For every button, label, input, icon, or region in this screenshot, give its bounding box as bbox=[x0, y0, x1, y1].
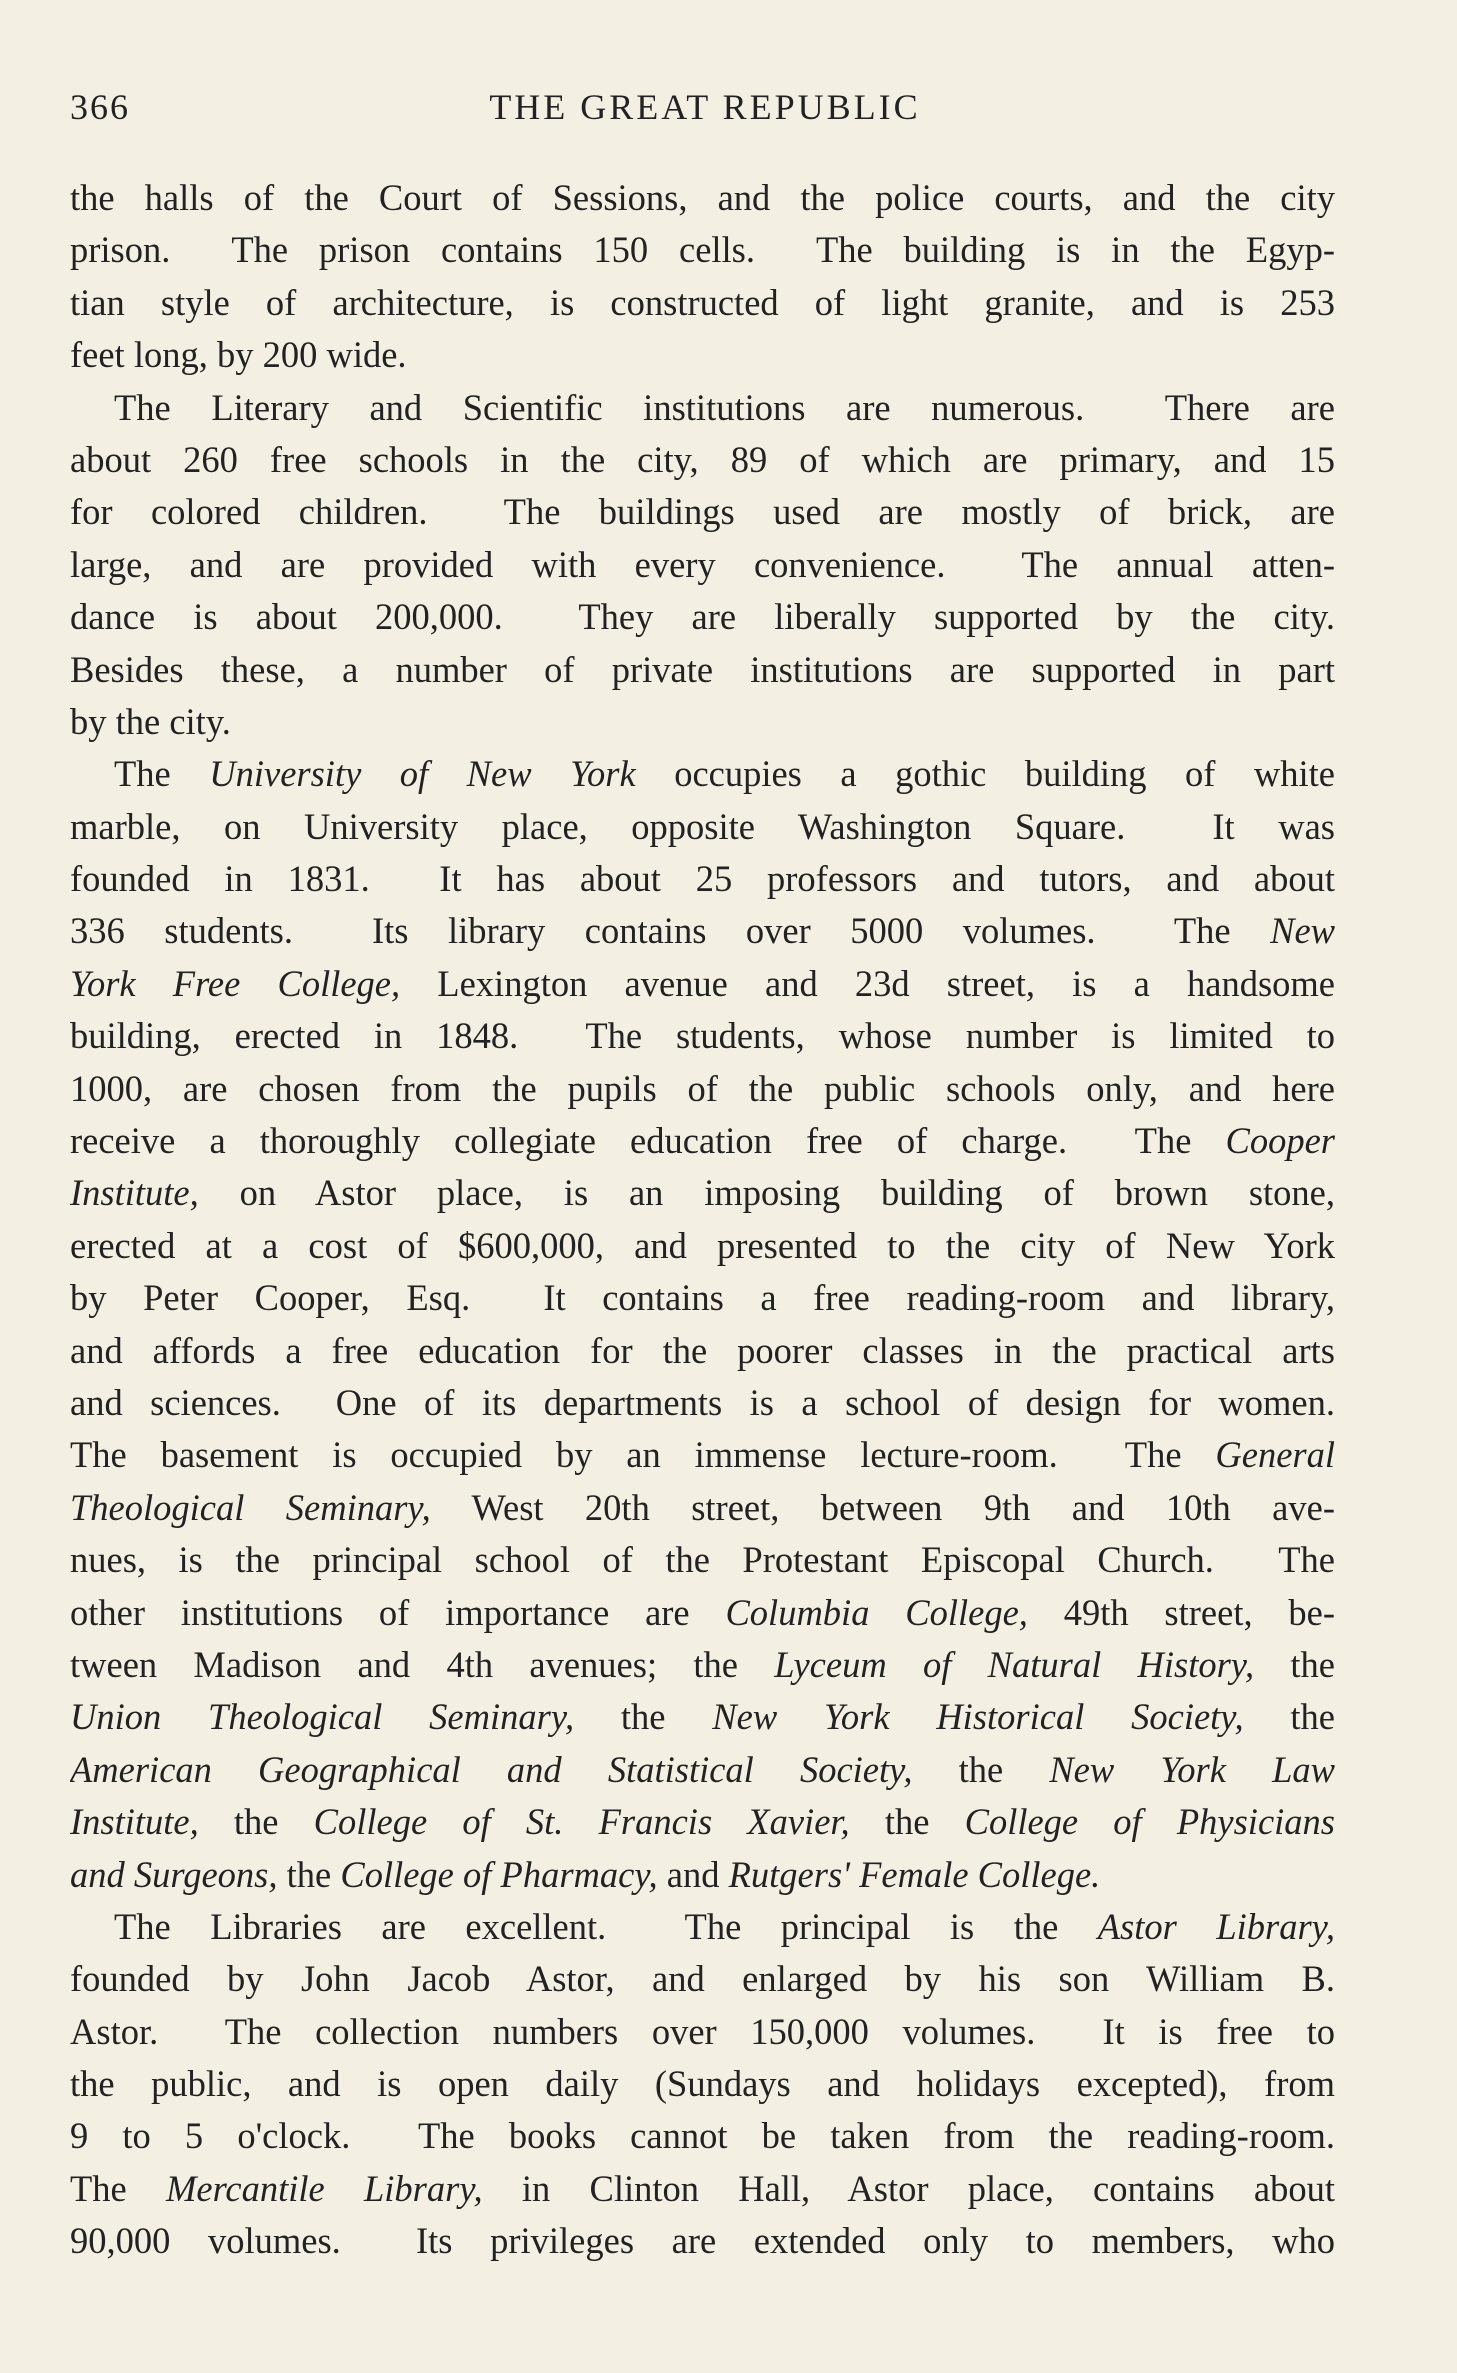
italic-text: Astor Library, bbox=[1097, 1905, 1335, 1947]
text-line bbox=[70, 1220, 1335, 1272]
italic-text: Institute, bbox=[70, 1172, 199, 1214]
text-line bbox=[70, 382, 1335, 434]
italic-text: Mercantile Library, bbox=[165, 2167, 483, 2209]
text-run: nues, is the principal school of the Protestant Episcopal Church. The bbox=[70, 1539, 1335, 1581]
text-line bbox=[70, 748, 1335, 800]
text-line bbox=[70, 1691, 1335, 1743]
text-line bbox=[70, 1953, 1335, 2005]
text-run: the public, and is open daily (Sundays and holidays excepted), from bbox=[70, 2063, 1335, 2105]
text-line bbox=[70, 1063, 1335, 1115]
text-run: 49th street, be- bbox=[1027, 1591, 1335, 1633]
italic-text: General bbox=[1215, 1434, 1335, 1476]
running-head bbox=[70, 86, 1340, 130]
text-line bbox=[70, 1587, 1335, 1639]
text-run: The bbox=[70, 2167, 166, 2209]
text-run: The bbox=[114, 753, 210, 795]
text-run: by Peter Cooper, Esq. It contains a free reading-room and library, bbox=[70, 1277, 1335, 1319]
text-line bbox=[70, 1534, 1335, 1586]
text-run: The Literary and Scientific institutions are numerous. There are bbox=[114, 386, 1335, 428]
text-line bbox=[70, 539, 1335, 591]
text-run: large, and are provided with every convenience. The annual atten- bbox=[70, 543, 1335, 585]
text-line bbox=[70, 434, 1335, 486]
italic-text: College of Physicians bbox=[964, 1801, 1335, 1843]
text-line bbox=[70, 1849, 1335, 1901]
text-run: and bbox=[657, 1853, 729, 1895]
text-run: about 260 free schools in the city, 89 of which are primary, and 15 bbox=[70, 438, 1335, 480]
text-run: founded by John Jacob Astor, and enlarged by his son William B. bbox=[70, 1958, 1335, 2000]
italic-text: New bbox=[1270, 910, 1335, 952]
text-run: marble, on University place, opposite Washington Square. It was bbox=[70, 805, 1335, 847]
text-run: prison. The prison contains 150 cells. The building is in the Egyp- bbox=[70, 229, 1335, 271]
text-run: founded in 1831. It has about 25 professors and tutors, and about bbox=[70, 858, 1335, 900]
italic-text: College of Pharmacy, bbox=[340, 1853, 658, 1895]
text-run: the bbox=[912, 1748, 1050, 1790]
italic-text: New York Historical Society, bbox=[712, 1696, 1244, 1738]
text-run: the bbox=[277, 1853, 341, 1895]
text-run: West 20th street, between 9th and 10th ave- bbox=[430, 1486, 1335, 1528]
text-line bbox=[70, 2215, 1335, 2267]
text-run: and sciences. One of its departments is a school of design for women. bbox=[70, 1381, 1335, 1423]
text-line bbox=[70, 224, 1335, 276]
text-run: 9 to 5 o'clock. The books cannot be taken from the reading-room. bbox=[70, 2115, 1335, 2157]
text-run: the bbox=[198, 1801, 314, 1843]
text-run: The basement is occupied by an immense lecture-room. The bbox=[70, 1434, 1216, 1476]
text-run: the bbox=[574, 1696, 713, 1738]
text-run: the bbox=[849, 1801, 965, 1843]
text-run: occupies a gothic building of white bbox=[635, 753, 1335, 795]
text-line bbox=[70, 905, 1335, 957]
text-run: 1000, are chosen from the pupils of the public schools only, and here bbox=[70, 1067, 1335, 1109]
text-run: dance is about 200,000. They are liberally supported by the city. bbox=[70, 596, 1335, 638]
text-run: feet long, by 200 wide. bbox=[70, 334, 407, 376]
italic-text: Lyceum of Natural History, bbox=[774, 1643, 1255, 1685]
italic-text: Cooper bbox=[1225, 1120, 1335, 1162]
text-line bbox=[70, 696, 1335, 748]
text-run: other institutions of importance are bbox=[70, 1591, 726, 1633]
text-run: and affords a free education for the poorer classes in the practical arts bbox=[70, 1329, 1335, 1371]
text-line bbox=[70, 1639, 1335, 1691]
text-line bbox=[70, 277, 1335, 329]
text-line bbox=[70, 2163, 1335, 2215]
text-run: the halls of the Court of Sessions, and the police courts, and the city bbox=[70, 177, 1335, 218]
italic-text: Rutgers' Female College. bbox=[728, 1853, 1101, 1895]
text-line bbox=[70, 172, 1335, 224]
text-run: erected at a cost of $600,000, and presented to the city of New York bbox=[70, 1224, 1335, 1266]
text-line bbox=[70, 1272, 1335, 1324]
text-line bbox=[70, 1429, 1335, 1481]
text-run: Lexington avenue and 23d street, is a handsome bbox=[400, 962, 1335, 1004]
text-run: tian style of architecture, is constructed of light granite, and is 253 bbox=[70, 281, 1335, 323]
text-line bbox=[70, 1115, 1335, 1167]
text-line bbox=[70, 644, 1335, 696]
italic-text: Union Theological Seminary, bbox=[70, 1696, 575, 1738]
italic-text: York Free College, bbox=[70, 962, 401, 1004]
body-text bbox=[70, 172, 1335, 2268]
text-run: 336 students. Its library contains over 5000 volumes. The bbox=[70, 910, 1271, 952]
text-run: by the city. bbox=[70, 700, 231, 742]
text-line bbox=[70, 1010, 1335, 1062]
italic-text: American Geographical and Statistical Society, bbox=[70, 1748, 913, 1790]
text-run: Astor. The collection numbers over 150,000 volumes. It is free to bbox=[70, 2010, 1335, 2052]
text-line bbox=[70, 801, 1335, 853]
running-title: THE GREAT REPUBLIC bbox=[489, 87, 921, 127]
text-run: 90,000 volumes. Its privileges are extended only to members, who bbox=[70, 2220, 1335, 2262]
italic-text: Columbia College, bbox=[725, 1591, 1028, 1633]
text-run: Besides these, a number of private institutions are supported in part bbox=[70, 648, 1335, 690]
text-line bbox=[70, 1377, 1335, 1429]
text-run: the bbox=[1254, 1643, 1335, 1685]
italic-text: College of St. Francis Xavier, bbox=[313, 1801, 850, 1843]
text-line bbox=[70, 591, 1335, 643]
text-line bbox=[70, 1796, 1335, 1848]
text-line bbox=[70, 1325, 1335, 1377]
text-run: tween Madison and 4th avenues; the bbox=[70, 1643, 775, 1685]
text-line bbox=[70, 1482, 1335, 1534]
text-line bbox=[70, 2110, 1335, 2162]
text-run: building, erected in 1848. The students, whose number is limited to bbox=[70, 1015, 1335, 1057]
text-line bbox=[70, 329, 1335, 381]
text-line bbox=[70, 958, 1335, 1010]
text-line bbox=[70, 1167, 1335, 1219]
text-line bbox=[70, 2058, 1335, 2110]
text-run: in Clinton Hall, Astor place, contains about bbox=[482, 2167, 1335, 2209]
text-run: on Astor place, is an imposing building of brown stone, bbox=[198, 1172, 1335, 1214]
italic-text: New York Law bbox=[1049, 1748, 1335, 1790]
italic-text: Institute, bbox=[70, 1801, 199, 1843]
text-line bbox=[70, 2006, 1335, 2058]
text-line bbox=[70, 486, 1335, 538]
italic-text: Theological Seminary, bbox=[70, 1486, 431, 1528]
text-run: receive a thoroughly collegiate education free of charge. The bbox=[70, 1120, 1226, 1162]
text-run: The Libraries are excellent. The principal is the bbox=[114, 1905, 1098, 1947]
text-run: the bbox=[1243, 1696, 1335, 1738]
text-line bbox=[70, 1901, 1335, 1953]
italic-text: and Surgeons, bbox=[70, 1853, 278, 1895]
text-line bbox=[70, 853, 1335, 905]
text-line bbox=[70, 1744, 1335, 1796]
italic-text: University of New York bbox=[209, 753, 636, 795]
page-number: 366 bbox=[70, 87, 130, 127]
text-run: for colored children. The buildings used are mostly of brick, are bbox=[70, 491, 1335, 533]
